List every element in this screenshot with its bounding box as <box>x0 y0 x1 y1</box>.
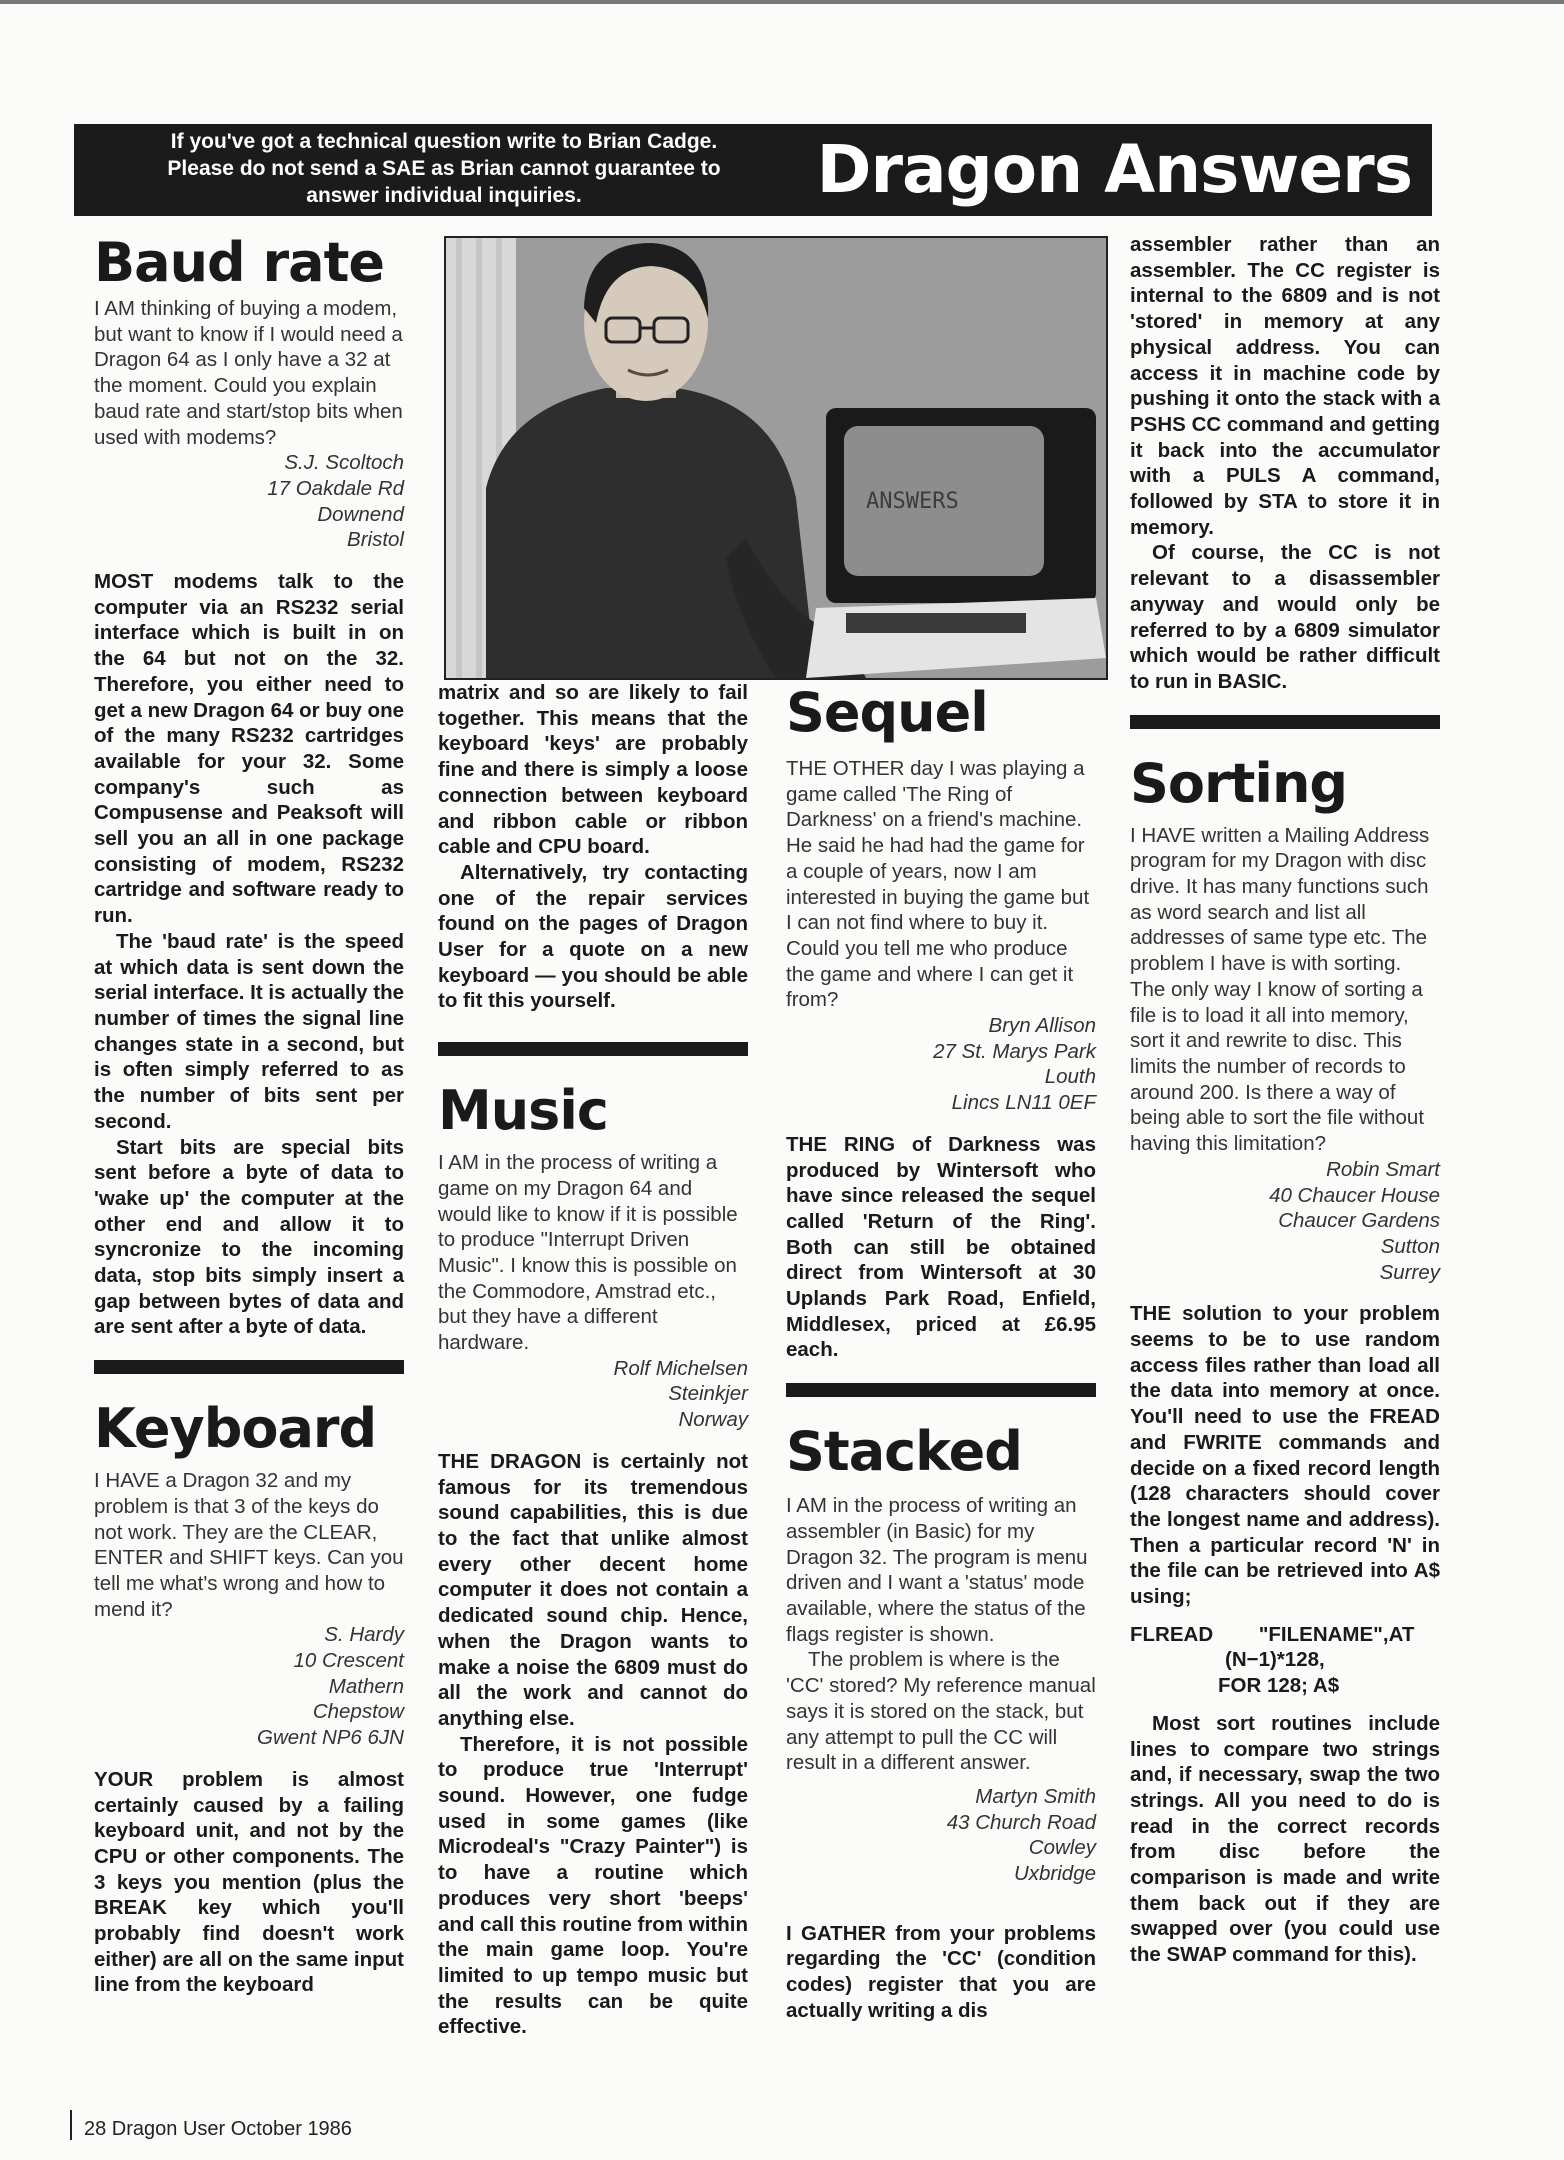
code-line: (N−1)*128, <box>1225 1648 1325 1672</box>
section-divider <box>786 1383 1096 1397</box>
address-sorting <box>1130 1157 1440 1286</box>
photo-illustration <box>446 238 1106 678</box>
answer-keyboard: Alternatively, try contacting one of the repair services found on the pages of Dragon User for a quote on a new keyboard — you should be able to fit this yourself. <box>438 860 748 1013</box>
address-line: Robin Smart <box>1326 1157 1440 1181</box>
page-title: Dragon Answers <box>816 131 1412 208</box>
column-1 <box>94 230 404 2100</box>
code-line: FOR 128; A$ <box>1218 1674 1340 1698</box>
photo-screen-text: ANSWERS <box>866 489 959 514</box>
address-music <box>438 1356 748 1433</box>
answer-keyboard: matrix and so are likely to fail together. This means that the keyboard 'keys' are probably fine and there is simply a loose connection between keyboard and ribbon cable or ribbon cable and CPU board. <box>438 681 748 859</box>
address-line: Norway <box>678 1408 748 1432</box>
footer-divider <box>70 2110 72 2140</box>
address-line: Cowley <box>1028 1836 1096 1860</box>
page-header <box>74 124 1432 216</box>
letter-sorting: I HAVE written a Mailing Address program for my Dragon with disc drive. It has many functions such as word search and list all addresses of same type etc. The problem I have is with sorting. The only way I know of sorting a file is to load it all into memory, sort it and rewrite to disc. This limits the number of records to around 200. Is there a way of being able to sort the file without having this limitation? <box>1130 823 1430 1156</box>
heading-keyboard: Keyboard <box>94 1397 377 1461</box>
address-line: Chaucer Gardens <box>1278 1209 1440 1233</box>
code-line: FLREAD "FILENAME",AT <box>1130 1622 1415 1646</box>
address-line: Uxbridge <box>1013 1862 1096 1886</box>
letter-stacked: I AM in the process of writing an assembler (in Basic) for my Dragon 32. The program is menu driven and I want a 'status' mode available, where the status of the flags register is shown. <box>786 1494 1088 1646</box>
answer-sorting: THE solution to your problem seems to be to use random access files rather than load all the data into memory at once. You'll need to use the FREAD and FWRITE commands and decide on a fixed record length (128 characters should cover the longest name and address). Then a particular record 'N' in the file can be retrieved into A$ using; <box>1130 1302 1440 1609</box>
address-line: 27 St. Marys Park <box>933 1039 1096 1063</box>
letter-music: I AM in the process of writing a game on my Dragon 64 and would like to know if it is possible to produce "Interrupt Driven Music". I know this is possible on the Commodore, Amstrad etc., but they have a different hardware. <box>438 1151 738 1355</box>
heading-stacked: Stacked <box>786 1420 1022 1484</box>
address-line: 10 Crescent <box>293 1649 404 1673</box>
header-note <box>114 128 774 209</box>
heading-baud-rate: Baud rate <box>94 231 385 294</box>
address-line: Downend <box>317 502 404 526</box>
address-baud-rate <box>94 450 404 553</box>
address-line: Gwent NP6 6JN <box>257 1726 404 1750</box>
column-4 <box>1130 232 1440 2100</box>
address-line: S.J. Scoltoch <box>284 451 404 475</box>
address-sequel <box>786 1013 1096 1116</box>
answer-stacked: Of course, the CC is not relevant to a disassembler anyway and would only be referred to by a 6809 simulator which would be rather difficult to run in BASIC. <box>1130 541 1440 693</box>
address-keyboard <box>94 1622 404 1751</box>
answer-baud-rate: The 'baud rate' is the speed at which data is sent down the serial interface. It is actually the number of times the signal line changes state in a second, but is often simply referred to as the number of bits sent per second. <box>94 929 404 1133</box>
answer-sorting: Most sort routines include lines to compare two strings and, if necessary, swap the two strings. All you need to do is read in the correct records from disc before the comparison is made and write them back out if they are swapped over (you could use the SWAP command for this). <box>1130 1711 1440 1967</box>
letter-keyboard: I HAVE a Dragon 32 and my problem is that 3 of the keys do not work. They are the CLEAR, ENTER and SHIFT keys. Can you tell me what's wrong and how to mend it? <box>94 1469 404 1621</box>
address-line: Steinkjer <box>668 1382 748 1406</box>
answer-stacked: I GATHER from your problems regarding the 'CC' (condition codes) register that you are actually writing a dis <box>786 1921 1096 2022</box>
address-line: Bryn Allison <box>988 1014 1096 1038</box>
section-divider <box>438 1042 748 1056</box>
address-line: Sutton <box>1380 1234 1440 1258</box>
heading-sorting: Sorting <box>1130 751 1348 815</box>
address-line: 43 Church Road <box>946 1810 1096 1834</box>
section-divider <box>94 1360 404 1374</box>
address-line: Lincs LN11 0EF <box>951 1091 1096 1115</box>
section-divider <box>1130 715 1440 729</box>
photo-man-with-computer <box>444 236 1108 680</box>
top-border <box>0 0 1564 4</box>
address-line: Louth <box>1044 1065 1096 1089</box>
code-listing <box>1130 1622 1440 1699</box>
letter-sequel: THE OTHER day I was playing a game called 'The Ring of Darkness' on a friend's machine. He said he had had the game for a couple of years, now I am interested in buying the game but I can not find where to buy it. Could you tell me who produce the game and where I can get it from? <box>786 757 1090 1012</box>
column-2 <box>438 680 748 2100</box>
letter-stacked: The problem is where is the 'CC' stored? My reference manual says it is stored on the stack, but any attempt to pull the CC will result in a different answer. <box>786 1648 1096 1775</box>
answer-baud-rate: Start bits are special bits sent before a byte of data to 'wake up' the computer at the other end and allow it to syncronize to the incoming data, stop bits simply insert a gap between bytes of data and are sent after a byte of data. <box>94 1135 404 1339</box>
heading-sequel: Sequel <box>786 681 988 744</box>
header-note-line: answer individual inquiries. <box>306 184 582 207</box>
address-stacked <box>786 1784 1096 1887</box>
answer-keyboard: YOUR problem is almost certainly caused by a failing keyboard unit, and not by the CPU or other components. The 3 keys you mention (plus the BREAK key which you'll probably find doesn't work either) are all on the same input line from the keyboard <box>94 1767 404 1997</box>
address-line: Rolf Michelsen <box>613 1356 748 1380</box>
address-line: 17 Oakdale Rd <box>267 476 404 500</box>
answer-sequel: THE RING of Darkness was produced by Wintersoft who have since released the sequel called 'Return of the Ring'. Both can still be obtained direct from Wintersoft at 30 Uplands Park Road, Enfield, Middlesex, priced at £6.95 each. <box>786 1132 1096 1362</box>
address-line: 40 Chaucer House <box>1269 1183 1440 1207</box>
answer-baud-rate: MOST modems talk to the computer via an RS232 serial interface which is built in on the 64 but not on the 32. Therefore, you either need to get a new Dragon 64 or buy one of the many RS232 cartridges available for your 32. Some company's such as Compusense and Peaksoft will sell you an all in one package consisting of modem, RS232 cartridge and software ready to run. <box>94 570 404 928</box>
address-line: Mathern <box>328 1674 404 1698</box>
heading-music: Music <box>438 1079 608 1143</box>
address-line: Bristol <box>347 528 404 552</box>
address-line: S. Hardy <box>324 1623 404 1647</box>
answer-stacked: assembler rather than an assembler. The CC register is internal to the 6809 and is not 'stored' in memory at any physical address. You can access it in machine code by pushing it onto the stack with a PSHS CC command and getting it back into the accumulator with a PULS A command, followed by STA to store it in memory. <box>1130 233 1440 539</box>
address-line: Chepstow <box>312 1700 404 1724</box>
answer-music: THE DRAGON is certainly not famous for its tremendous sound capabilities, this is due to the fact that unlike almost every other decent home computer it does not contain a dedicated sound chip. Hence, when the Dragon wants to make a noise the 6809 must do all the work and cannot do anything else. <box>438 1449 748 1730</box>
address-line: Martyn Smith <box>975 1784 1096 1808</box>
letter-baud-rate: I AM thinking of buying a modem, but want to know if I would need a Dragon 64 as I only have a 32 at the moment. Could you explain baud rate and start/stop bits when used with modems? <box>94 297 403 449</box>
page-footer: 28 Dragon User October 1986 <box>84 2118 352 2140</box>
header-note-line: Please do not send a SAE as Brian cannot guarantee to <box>167 157 721 180</box>
header-note-line: If you've got a technical question write to Brian Cadge. <box>170 130 718 153</box>
answer-music: Therefore, it is not possible to produce true 'Interrupt' sound. However, one fudge used in some games (like Microdeal's "Crazy Painter") is to have a routine which produces very short 'beeps' and call this routine from within the main game loop. You're limited to up tempo music but the results can be quite effective. <box>438 1732 748 2039</box>
address-line: Surrey <box>1379 1260 1440 1284</box>
column-3 <box>786 680 1096 2100</box>
